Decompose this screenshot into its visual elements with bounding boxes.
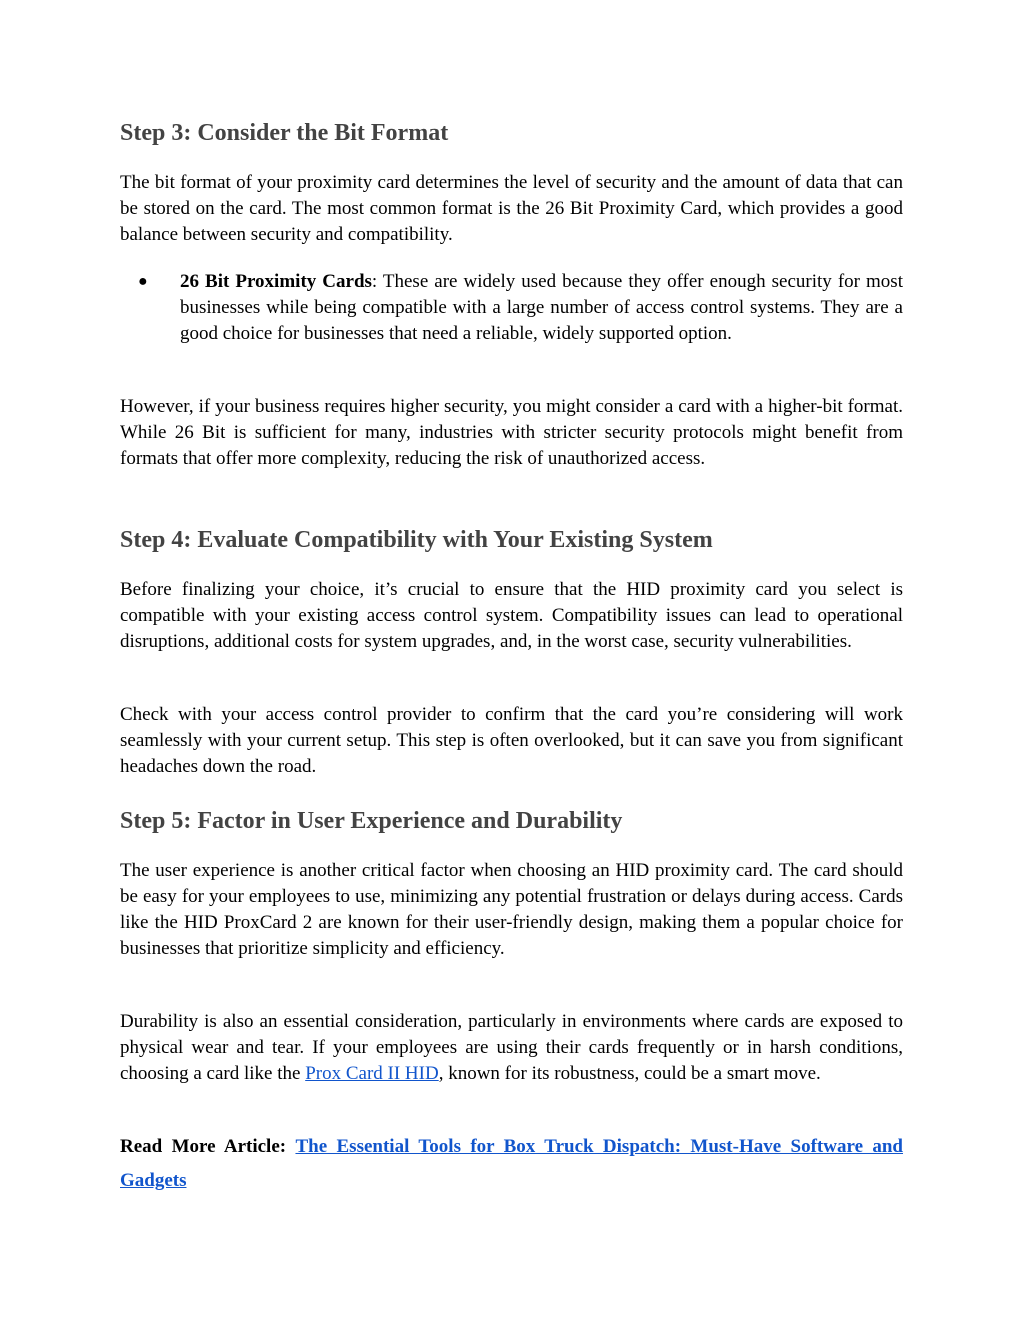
step3-bullet-list — [120, 269, 903, 347]
step5-paragraph-2-start: Durability is also an essential consideration, particularly in environments where cards are exposed to physical wear and tear. If your employees are using their cards frequently or in harsh conditions, choosing a card like the — [120, 1011, 903, 1084]
step4-heading: Step 4: Evaluate Compatibility with Your Existing System — [120, 527, 713, 553]
prox-card-ii-hid-link[interactable]: Prox Card II HID — [305, 1063, 439, 1084]
step5-heading: Step 5: Factor in User Experience and Durability — [120, 808, 623, 834]
step3-heading: Step 3: Consider the Bit Format — [120, 120, 449, 146]
bullet-term: 26 Bit Proximity Cards — [180, 271, 372, 292]
step4-paragraph-1: Before finalizing your choice, it’s crucial to ensure that the HID proximity card you select is compatible with your existing access control system. Compatibility issues can lead to operational disruptions, additional costs for system upgrades, and, in the worst case, security vulnerabilities. — [120, 579, 903, 652]
step5-paragraph-1: The user experience is another critical factor when choosing an HID proximity card. The card should be easy for your employees to use, minimizing any potential frustration or delays during access. Cards like the HID ProxCard 2 are known for their user-friendly design, making them a popular choice for businesses that prioritize simplicity and efficiency. — [120, 860, 903, 959]
bullet-icon: ● — [138, 273, 148, 290]
step3-intro-paragraph: The bit format of your proximity card determines the level of security and the amount of data that can be stored on the card. The most common format is the 26 Bit Proximity Card, which provides a good balance between security and compatibility. — [120, 172, 903, 245]
step5-paragraph-2-end: , known for its robustness, could be a smart move. — [438, 1063, 821, 1084]
list-item — [120, 269, 903, 347]
read-more-article-link[interactable]: The Essential Tools for Box Truck Dispatch: Must-Have Software and Gadgets — [120, 1136, 903, 1191]
step3-followup-paragraph: However, if your business requires higher security, you might consider a card with a higher-bit format. While 26 Bit is sufficient for many, industries with stricter security protocols might benefit from formats that offer more complexity, reducing the risk of unauthorized access. — [120, 396, 903, 469]
read-more — [120, 1130, 903, 1198]
step4-paragraph-2: Check with your access control provider to confirm that the card you’re considering will work seamlessly with your current setup. This step is often overlooked, but it can save you from significant headaches down the road. — [120, 704, 903, 777]
bullet-text: : These are widely used because they offer enough security for most businesses while being compatible with a large number of access control systems. They are a good choice for businesses that need a reliable, widely supported option. — [180, 271, 903, 344]
step5-paragraph-2 — [120, 1009, 903, 1087]
read-more-label: Read More Article: — [120, 1136, 287, 1157]
